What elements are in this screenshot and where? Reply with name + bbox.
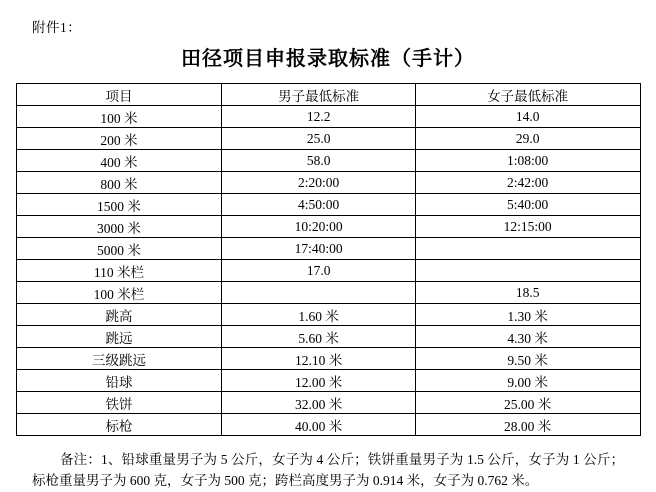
- cell-event: 1500 米: [16, 194, 222, 216]
- cell-event: 110 米栏: [16, 260, 222, 282]
- cell-women: 18.5: [415, 282, 640, 304]
- cell-event: 3000 米: [16, 216, 222, 238]
- table-row: [16, 150, 640, 172]
- table-row: [16, 238, 640, 260]
- cell-men: 4:50:00: [222, 194, 415, 216]
- column-header-event: 项目: [16, 84, 222, 106]
- cell-event: 400 米: [16, 150, 222, 172]
- footnote: [32, 450, 624, 492]
- cell-women: 28.00 米: [415, 414, 640, 436]
- table-row: [16, 282, 640, 304]
- cell-men: 58.0: [222, 150, 415, 172]
- cell-men: 32.00 米: [222, 392, 415, 414]
- table-row: [16, 304, 640, 326]
- cell-men: 17.0: [222, 260, 415, 282]
- cell-women: 1.30 米: [415, 304, 640, 326]
- cell-women: 12:15:00: [415, 216, 640, 238]
- cell-women: [415, 238, 640, 260]
- table-row: [16, 326, 640, 348]
- page-title: 田径项目申报录取标准（手计）: [181, 48, 475, 70]
- cell-event: 100 米: [16, 106, 222, 128]
- cell-women: 29.0: [415, 128, 640, 150]
- cell-men: 25.0: [222, 128, 415, 150]
- table-row: [16, 128, 640, 150]
- footnote-text: 备注：1、铅球重量男子为 5 公斤，女子为 4 公斤；铁饼重量男子为 1.5 公斤，女子为 1 公斤；标枪重量男子为 600 克，女子为 500 克；跨栏高度男子为 0.914 米，女子为 0.762 米。: [32, 452, 624, 488]
- table-row: [16, 392, 640, 414]
- column-header-women: 女子最低标准: [415, 84, 640, 106]
- cell-women: 2:42:00: [415, 172, 640, 194]
- table-row: [16, 172, 640, 194]
- cell-women: 9.50 米: [415, 348, 640, 370]
- table-row: [16, 370, 640, 392]
- cell-men: 12.10 米: [222, 348, 415, 370]
- table-row: [16, 348, 640, 370]
- attachment-label: 附件1：: [32, 20, 82, 35]
- table-body: [16, 106, 640, 436]
- cell-women: 1:08:00: [415, 150, 640, 172]
- table-header-row: [16, 84, 640, 106]
- cell-women: [415, 260, 640, 282]
- cell-women: 9.00 米: [415, 370, 640, 392]
- cell-event: 跳高: [16, 304, 222, 326]
- cell-women: 14.0: [415, 106, 640, 128]
- cell-women: 4.30 米: [415, 326, 640, 348]
- table-row: [16, 414, 640, 436]
- table-row: [16, 260, 640, 282]
- cell-event: 100 米栏: [16, 282, 222, 304]
- cell-men: [222, 282, 415, 304]
- cell-event: 铅球: [16, 370, 222, 392]
- cell-event: 5000 米: [16, 238, 222, 260]
- cell-men: 2:20:00: [222, 172, 415, 194]
- cell-event: 跳远: [16, 326, 222, 348]
- table-header: [16, 84, 640, 106]
- cell-event: 200 米: [16, 128, 222, 150]
- cell-men: 17:40:00: [222, 238, 415, 260]
- cell-event: 800 米: [16, 172, 222, 194]
- table-row: [16, 216, 640, 238]
- cell-women: 25.00 米: [415, 392, 640, 414]
- standards-table: [16, 83, 641, 436]
- cell-event: 标枪: [16, 414, 222, 436]
- cell-men: 40.00 米: [222, 414, 415, 436]
- cell-event: 铁饼: [16, 392, 222, 414]
- table-row: [16, 106, 640, 128]
- cell-women: 5:40:00: [415, 194, 640, 216]
- cell-men: 10:20:00: [222, 216, 415, 238]
- table-row: [16, 194, 640, 216]
- cell-men: 1.60 米: [222, 304, 415, 326]
- cell-men: 12.2: [222, 106, 415, 128]
- column-header-men: 男子最低标准: [222, 84, 415, 106]
- cell-men: 12.00 米: [222, 370, 415, 392]
- cell-event: 三级跳远: [16, 348, 222, 370]
- cell-men: 5.60 米: [222, 326, 415, 348]
